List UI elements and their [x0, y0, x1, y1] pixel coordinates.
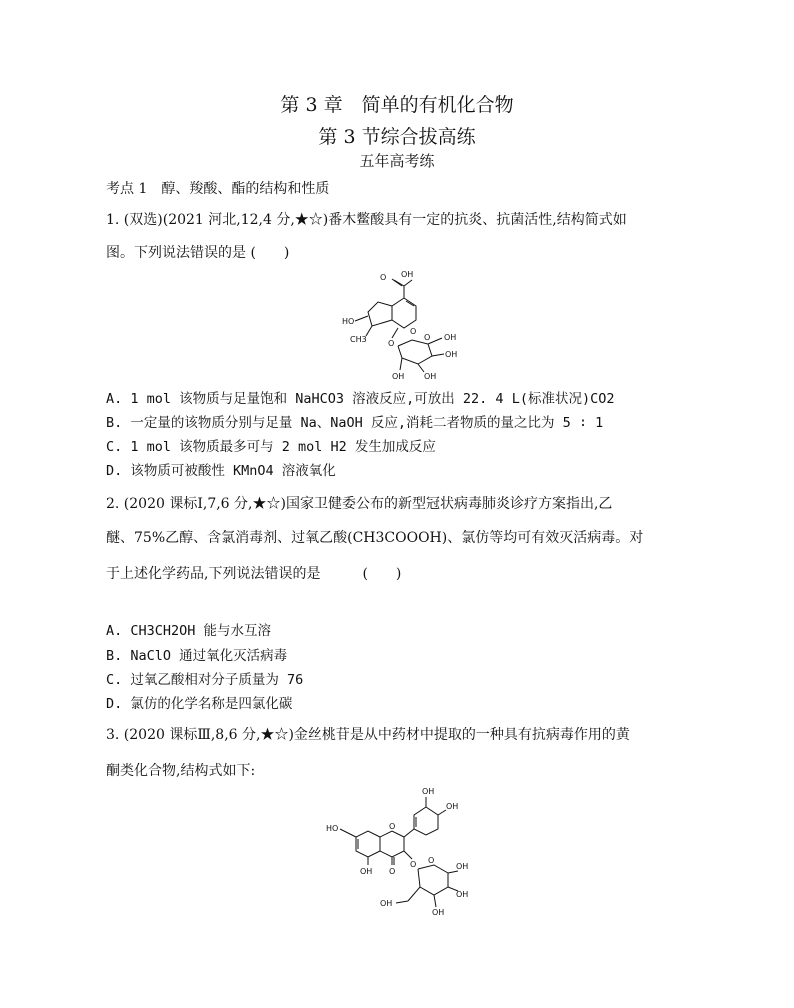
q2-stem-line2: 醚、75%乙醇、含氯消毒剂、过氧乙酸(CH3COOOH)、氯仿等均可有效灭活病毒。对: [106, 530, 644, 546]
q3-chromone-core: [326, 822, 416, 876]
q1-label-oh3: OH: [392, 372, 405, 380]
q3-sugar-ring: [380, 856, 468, 917]
q1-label-oh: OH: [401, 270, 414, 279]
q1-structure-diagram: [340, 268, 470, 380]
q1-pyran-ring: [392, 298, 416, 336]
q1-stem-line2: 图。下列说法错误的是 ( ): [106, 245, 290, 261]
q3-label-o-ring: O: [389, 822, 396, 831]
q1-label-oh4: OH: [444, 333, 457, 342]
q3-label-oh-bottom: OH: [360, 867, 373, 876]
q3-label-o-sugar: O: [428, 856, 435, 865]
q3-label-oh-s3: OH: [432, 908, 445, 917]
section-title: 第 3 节综合拔高练: [318, 126, 476, 148]
q2-option-a: A. CH3CH2OH 能与水互溶: [106, 623, 272, 639]
q1-option-d: D. 该物质可被酸性 KMnO4 溶液氧化: [106, 463, 336, 479]
q3-stem-line1: 3. (2020 课标Ⅲ,8,6 分,★☆)金丝桃苷是从中药材中提取的一种具有抗病毒作用的黄: [106, 727, 630, 743]
page-subtitle: 五年高考练: [359, 152, 435, 170]
q1-label-ch3: CH3: [350, 335, 367, 344]
q3-label-oh-b: OH: [446, 802, 459, 811]
q1-label-oh1: OH: [445, 350, 458, 359]
chapter-title: 第 3 章 简单的有机化合物: [280, 94, 514, 116]
q2-option-d: D. 氯仿的化学名称是四氯化碳: [106, 696, 293, 712]
q1-option-c: C. 1 mol 该物质最多可与 2 mol H2 发生加成反应: [106, 439, 436, 455]
q1-carboxyl-group: [380, 270, 413, 298]
q1-label-ho: HO: [342, 317, 355, 326]
q3-stem-line2: 酮类化合物,结构式如下:: [106, 763, 256, 779]
q3-label-oh-s2: OH: [456, 890, 469, 899]
q3-structure-diagram: [322, 785, 472, 917]
q1-label-o-ring: O: [410, 327, 417, 336]
q1-stem-line1: 1. (双选)(2021 河北,12,4 分,★☆)番木鳖酸具有一定的抗炎、抗菌活性,结构简式如: [106, 212, 627, 228]
q3-label-ho-left: HO: [326, 824, 339, 833]
q3-label-o-sub: O: [410, 860, 417, 869]
q1-label-o-sugar: O: [424, 333, 431, 342]
q1-label-oh2: OH: [424, 372, 437, 380]
q3-catechol-ring: [414, 787, 458, 835]
q1-label-o-glyco: O: [388, 339, 395, 348]
q3-label-oh-s4: OH: [380, 899, 393, 908]
q3-label-o-keto: O: [389, 867, 396, 876]
q1-label-o: O: [380, 273, 387, 282]
q3-label-oh-s1: OH: [456, 862, 469, 871]
q1-cyclopentane-ring: [342, 302, 392, 344]
q2-option-b: B. NaClO 通过氧化灭活病毒: [106, 648, 288, 664]
q2-stem-line1: 2. (2020 课标Ⅰ,7,6 分,★☆)国家卫健委公布的新型冠状病毒肺炎诊疗方案指出,乙: [106, 496, 613, 512]
q1-option-a: A. 1 mol 该物质与足量饱和 NaHCO3 溶液反应,可放出 22. 4 L(标准状况)CO2: [106, 391, 615, 407]
q1-option-b: B. 一定量的该物质分别与足量 Na、NaOH 反应,消耗二者物质的量之比为 5 ∶ 1: [106, 415, 604, 431]
q1-sugar-ring: [388, 328, 457, 380]
q3-label-oh-a: OH: [422, 787, 435, 796]
topic-heading: 考点 1 醇、羧酸、酯的结构和性质: [106, 181, 330, 197]
q2-stem-line3: 于上述化学药品,下列说法错误的是 ( ): [106, 566, 402, 582]
q2-option-c: C. 过氧乙酸相对分子质量为 76: [106, 672, 304, 688]
